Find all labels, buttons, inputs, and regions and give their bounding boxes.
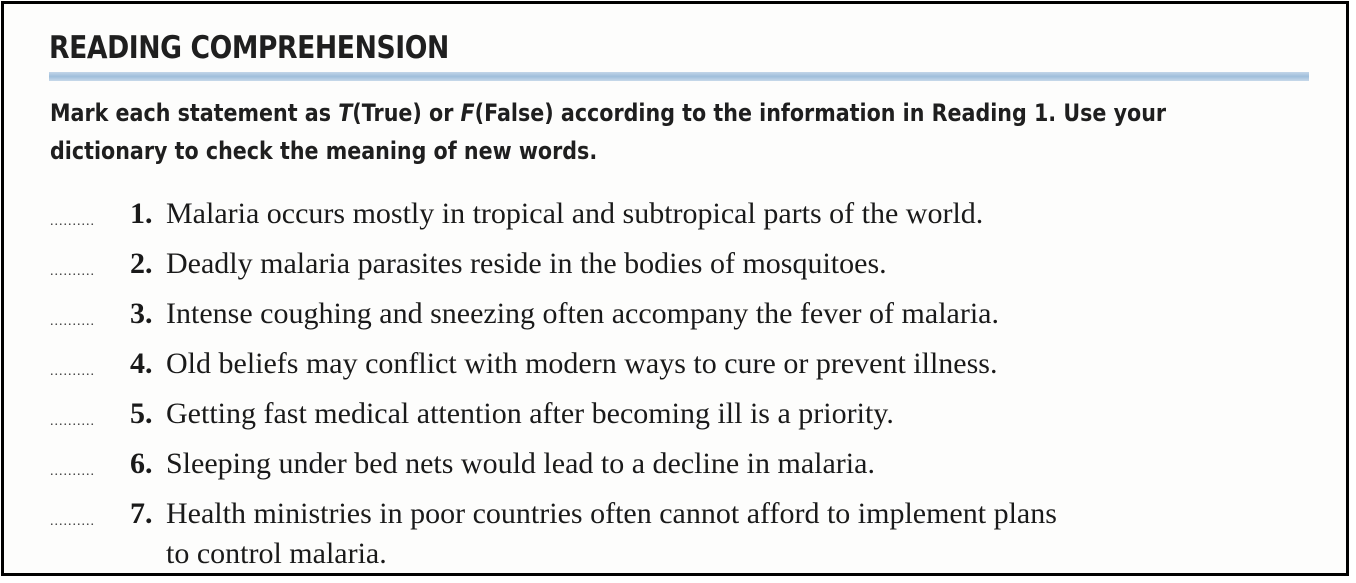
statement-item (4, 494, 1354, 574)
answer-blank[interactable]: .......... (50, 464, 95, 479)
instructions-part1: Mark each statement as (50, 99, 339, 127)
statement-continuation: to control malaria. (166, 537, 387, 570)
statement-body: Intense coughing and sneezing often accompany the fever of malaria. (166, 297, 999, 330)
statement-body: Sleeping under bed nets would lead to a decline in malaria. (166, 447, 875, 480)
heading-divider (49, 72, 1309, 81)
statement-list (4, 194, 1354, 574)
statement-text (130, 494, 1250, 574)
statement-item (4, 444, 1354, 494)
answer-blank[interactable]: .......... (50, 364, 95, 379)
statement-body: Old beliefs may conflict with modern ways to cure or prevent illness. (166, 347, 998, 380)
answer-blank[interactable]: .......... (50, 414, 95, 429)
statement-body: Deadly malaria parasites reside in the bodies of mosquitoes. (166, 247, 887, 280)
statement-body: Getting fast medical attention after becoming ill is a priority. (166, 397, 894, 430)
statement-item (4, 194, 1354, 244)
statement-body: Malaria occurs mostly in tropical and subtropical parts of the world. (166, 197, 984, 230)
statement-number: 1. (130, 197, 153, 230)
statement-item (4, 244, 1354, 294)
instructions-part2: (False) according to the information in Reading 1. Use your dictionary to check the meaning of new words. (50, 99, 1167, 165)
exercise-box (1, 1, 1349, 576)
statement-number: 4. (130, 347, 153, 380)
answer-blank[interactable]: .......... (50, 314, 95, 329)
statement-text (130, 344, 1250, 384)
statement-text (130, 244, 1250, 284)
true-letter: T (338, 99, 353, 127)
section-heading: READING COMPREHENSION (49, 30, 449, 66)
statement-item (4, 294, 1354, 344)
statement-text (130, 394, 1250, 434)
statement-number: 2. (130, 247, 153, 280)
statement-text (130, 294, 1250, 334)
true-word: (True) or (352, 99, 461, 127)
answer-blank[interactable]: .......... (50, 264, 95, 279)
statement-item (4, 344, 1354, 394)
statement-number: 6. (130, 447, 153, 480)
false-letter: F (460, 99, 475, 127)
statement-body: Health ministries in poor countries often cannot afford to implement plans (166, 497, 1057, 530)
statement-number: 3. (130, 297, 153, 330)
statement-text (130, 194, 1250, 234)
instructions (50, 94, 1202, 170)
answer-blank[interactable]: .......... (50, 214, 95, 229)
statement-item (4, 394, 1354, 444)
statement-text (130, 444, 1250, 484)
answer-blank[interactable]: .......... (50, 514, 95, 529)
statement-number: 5. (130, 397, 153, 430)
statement-number: 7. (130, 497, 153, 530)
